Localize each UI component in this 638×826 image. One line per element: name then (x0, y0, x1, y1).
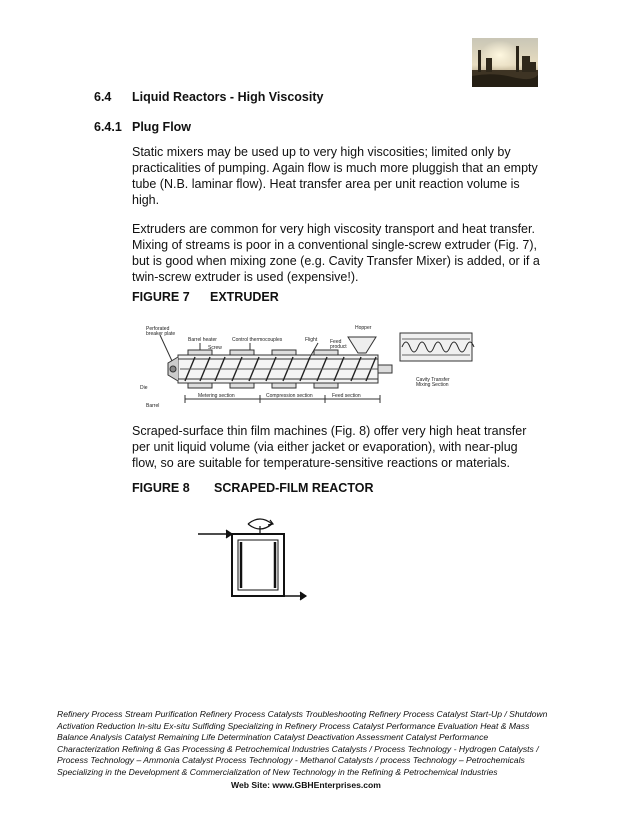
figure7-title: EXTRUDER (210, 290, 279, 304)
footer-line: Activation Reduction In-situ Ex-situ Sulfiding Specializing in Refinery Process Catalyst Performance Evaluation Heat & Mass (57, 720, 530, 731)
footer-line: Balance Analysis Catalyst Remaining Life Determination Catalyst Deactivation Assessment Catalyst Performance (57, 732, 489, 742)
label-screw: Screw (208, 345, 222, 351)
label-mixing-section: Mixing Section (416, 382, 449, 388)
label-cavity-transfer: Cavity Transfer (416, 377, 450, 383)
paragraph-static-mixers: Static mixers may be used up to very high viscosities; limited only by practicalities of pumping. Again flow is much more pluggish that an empty tube (N.B. laminar flow). Heat transfer area per unit reaction volume is high. (132, 145, 538, 207)
footer-line: Specializing in the Development & Commercialization of New Technology in the Refining & Petrochemical Industries (57, 766, 498, 777)
section-number: 6.4 (94, 90, 112, 104)
scraped-film-svg (196, 512, 312, 604)
refinery-photo (472, 38, 538, 87)
label-hopper: Hopper (355, 325, 372, 331)
footer-line: Process Technology – Ammonia Catalyst Process Technology - Methanol Catalysts / process Technology – Petrochemicals (57, 755, 525, 765)
label-product: product (330, 344, 347, 350)
figure7-label: FIGURE 7 (132, 290, 190, 304)
label-barrel: Barrel (146, 403, 160, 409)
subsection-title: Plug Flow (132, 120, 192, 134)
extruder-svg (140, 323, 488, 413)
paragraph-scraped-surface: Scraped-surface thin film machines (Fig. 8) offer very high heat transfer per unit liquid volume (via either jacket or evaporation), with near-plug flow, so are suitable for temperature-sensitive reactions or materials. (132, 424, 527, 470)
subsection-number: 6.4.1 (94, 120, 122, 134)
refinery-photo-art (472, 38, 538, 87)
footer-line: Refinery Process Stream Purification Refinery Process Catalysts Troubleshooting Refinery Process Catalyst Start-Up / Shutdown (57, 709, 548, 719)
label-feed-section: Feed section (332, 393, 361, 399)
footer (57, 709, 617, 778)
label-feed: Feed (330, 339, 342, 345)
paragraph-extruders: Extruders are common for very high viscosity transport and heat transfer. Mixing of streams is poor in a conventional single-screw extruder (Fig. 7), but is good when mixing zone (e.g. Cavity Transfer Mixer) is added, or if a twin-screw extruder is used (expensive!). (132, 222, 540, 284)
label-metering-section: Metering section (198, 393, 235, 399)
figure8-label: FIGURE 8 (132, 481, 190, 495)
label-breaker-plate: breaker plate (146, 331, 176, 337)
scraped-film-diagram (196, 512, 312, 604)
footer-line: Characterization Refining & Gas Processing & Petrochemical Industries Catalysts / Process Technology - Hydrogen Catalysts / (57, 743, 539, 754)
label-control-thermocouples: Control thermocouples (232, 337, 283, 343)
label-compression-section: Compression section (266, 393, 313, 399)
label-flight: Flight (305, 337, 318, 343)
label-perforated: Perforated (146, 326, 170, 332)
label-barrel-heater: Barrel heater (188, 337, 217, 343)
website-link[interactable]: Web Site: www.GBHEnterprises.com (231, 780, 381, 790)
label-die: Die (140, 385, 148, 391)
extruder-diagram (140, 323, 488, 413)
figure8-title: SCRAPED-FILM REACTOR (214, 481, 374, 495)
section-title: Liquid Reactors - High Viscosity (132, 90, 324, 104)
